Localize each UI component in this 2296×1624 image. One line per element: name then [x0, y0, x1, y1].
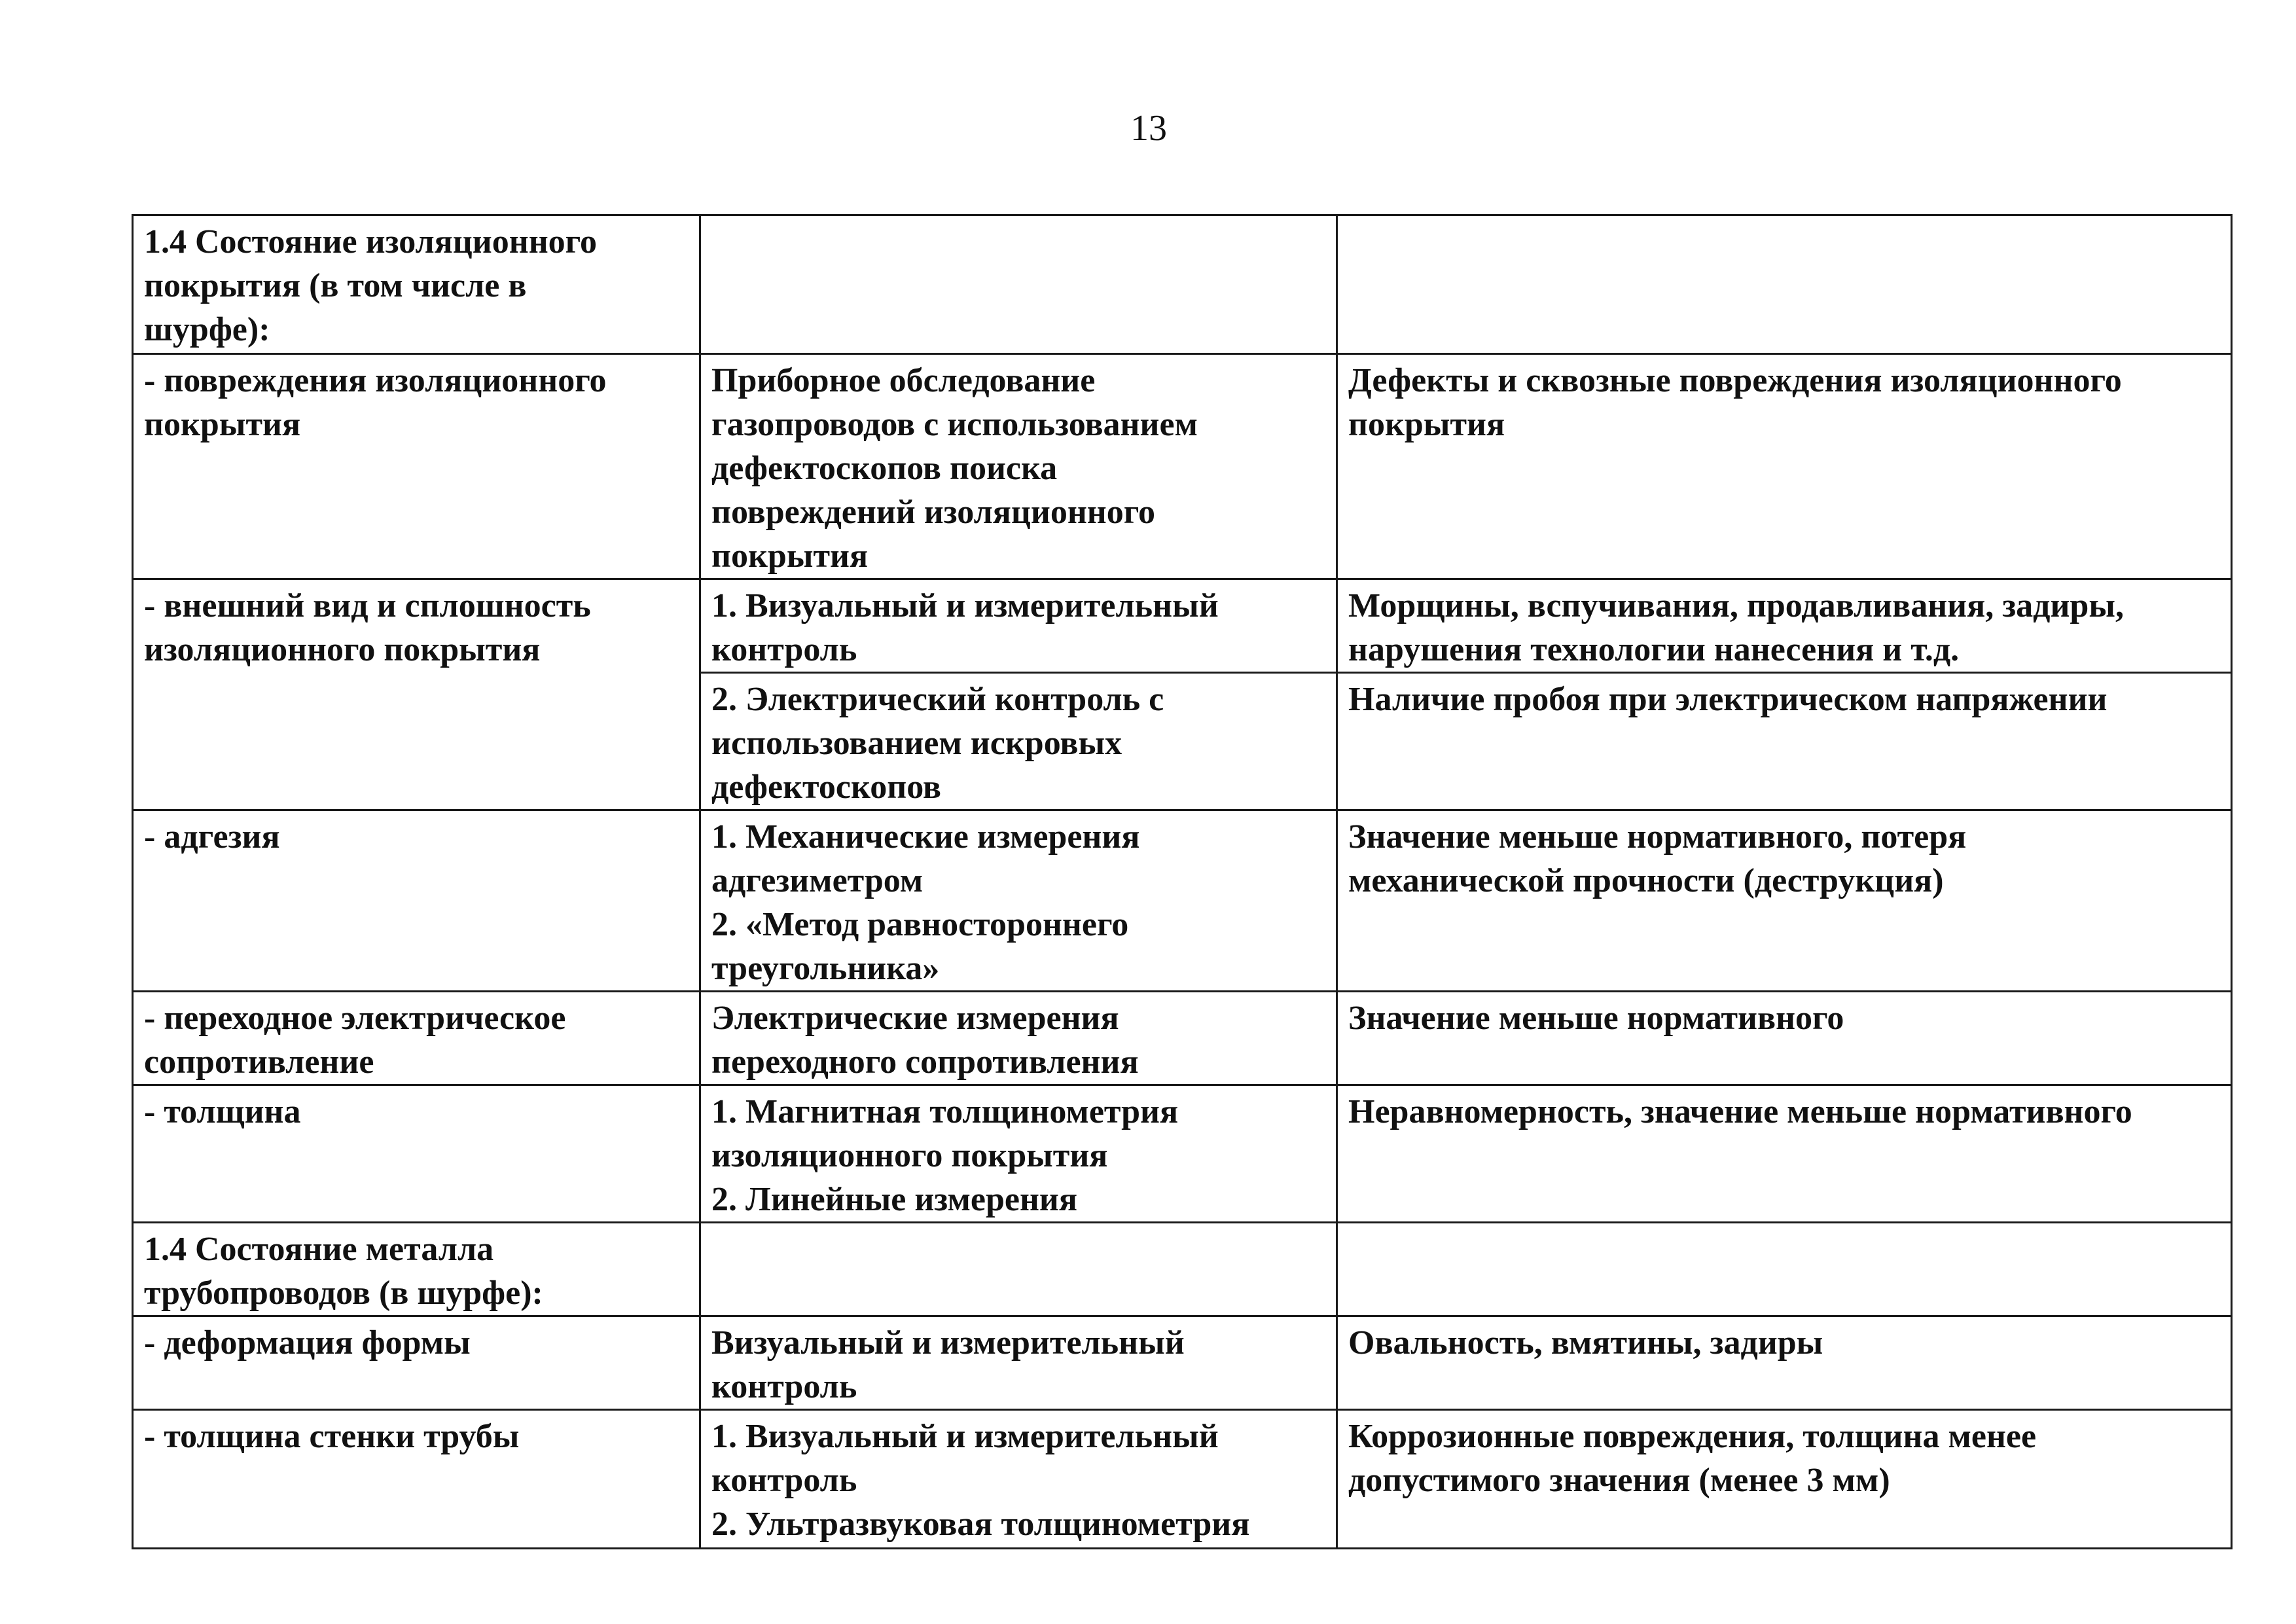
table-cell-defect: Значение меньше нормативного, потеря механической прочности (деструкция) — [1337, 810, 2232, 992]
table-cell-parameter: - внешний вид и сплошность изоляционного покрытия — [133, 579, 700, 810]
table-row — [133, 215, 2232, 354]
table-cell-method: 2. Электрический контроль с использованием искровых дефектоскопов — [700, 673, 1337, 810]
table-cell-method: Электрические измерения переходного сопротивления — [700, 992, 1337, 1085]
section-heading-insulation: 1.4 Состояние изоляционного покрытия (в том числе в шурфе): — [133, 215, 700, 354]
table-cell-parameter: - толщина стенки трубы — [133, 1410, 700, 1549]
table-cell-method: Приборное обследование газопроводов с использованием дефектоскопов поиска повреждений изоляционного покрытия — [700, 354, 1337, 579]
table-cell-defect: Овальность, вмятины, задиры — [1337, 1316, 2232, 1410]
table-cell-method — [700, 1223, 1337, 1316]
table-cell-defect: Коррозионные повреждения, толщина менее допустимого значения (менее 3 мм) — [1337, 1410, 2232, 1549]
table-cell-method — [700, 215, 1337, 354]
table-row — [133, 354, 2232, 579]
table-cell-parameter: - толщина — [133, 1085, 700, 1223]
table-cell-method: 1. Магнитная толщинометрия изоляционного покрытия 2. Линейные измерения — [700, 1085, 1337, 1223]
table-cell-defect — [1337, 1223, 2232, 1316]
page-number: 13 — [1130, 108, 1167, 149]
table-cell-defect: Наличие пробоя при электрическом напряжении — [1337, 673, 2232, 810]
table-row — [133, 579, 2232, 673]
table-cell-parameter: - деформация формы — [133, 1316, 700, 1410]
table-cell-method: 1. Визуальный и измерительный контроль 2. Ультразвуковая толщинометрия — [700, 1410, 1337, 1549]
table-row — [133, 1085, 2232, 1223]
table-cell-defect: Дефекты и сквозные повреждения изоляционного покрытия — [1337, 354, 2232, 579]
table-row — [133, 992, 2232, 1085]
table-cell-method: Визуальный и измерительный контроль — [700, 1316, 1337, 1410]
table-cell-defect: Морщины, вспучивания, продавливания, задиры, нарушения технологии нанесения и т.д. — [1337, 579, 2232, 673]
table-cell-method: 1. Механические измерения адгезиметром 2. «Метод равностороннего треугольника» — [700, 810, 1337, 992]
table-cell-parameter: - переходное электрическое сопротивление — [133, 992, 700, 1085]
table-row — [133, 1316, 2232, 1410]
table-cell-defect: Значение меньше нормативного — [1337, 992, 2232, 1085]
table-cell-parameter: - адгезия — [133, 810, 700, 992]
section-heading-metal: 1.4 Состояние металла трубопроводов (в шурфе): — [133, 1223, 700, 1316]
inspection-table — [132, 214, 2233, 1549]
table-cell-method: 1. Визуальный и измерительный контроль — [700, 579, 1337, 673]
table-row — [133, 1410, 2232, 1549]
table-row — [133, 810, 2232, 992]
table-cell-defect: Неравномерность, значение меньше нормативного — [1337, 1085, 2232, 1223]
table-cell-defect — [1337, 215, 2232, 354]
table-cell-parameter: - повреждения изоляционного покрытия — [133, 354, 700, 579]
table-row — [133, 1223, 2232, 1316]
